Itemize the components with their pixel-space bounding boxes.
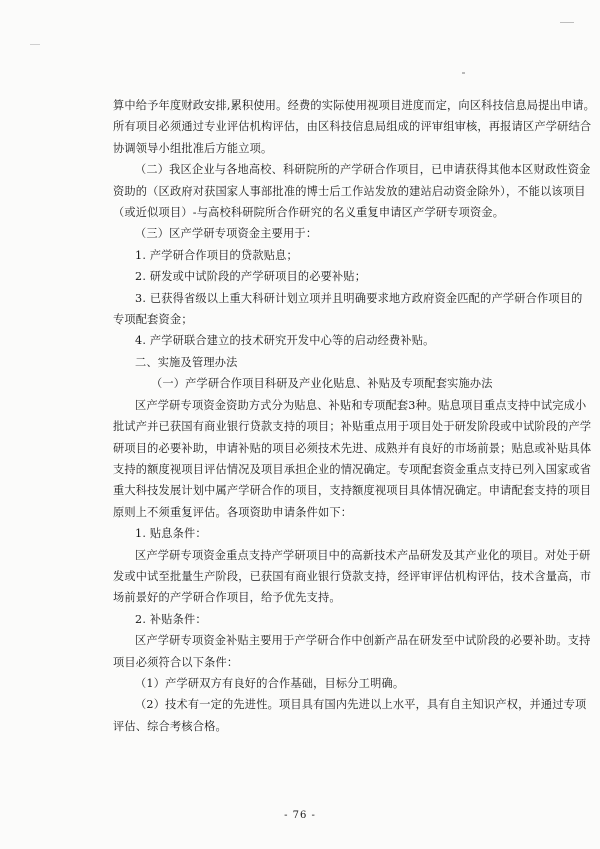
list-item: 3. 已获得省级以上重大科研计划立项并且明确要求地方政府资金匹配的产学研合作项目的 <box>135 291 583 305</box>
text-line: 原则上不须重复评估。各项资助申请条件如下： <box>113 505 353 519</box>
text-line: 重大科技发展计划中属产学研合作的项目，支持额度视项目具体情况确定。申请配套支持的项目 <box>113 484 592 498</box>
list-item: （2）技术有一定的先进性。项目具有国内先进以上水平，具有自主知识产权，并通过专项 <box>135 698 587 712</box>
list-item: 2. 研发或中试阶段的产学研项目的必要补贴； <box>135 270 367 284</box>
text-line: 支持的额度视项目评估情况及项目承担企业的情况确定。专项配套资金重点支持已列入国家或省 <box>113 462 592 476</box>
text-line: 批试产并已获国有商业银行贷款支持的项目；补贴重点用于项目处于研发阶段或中试阶段的产学 <box>113 420 592 434</box>
text-line: 专项配套资金； <box>113 313 193 327</box>
body-text <box>113 95 596 737</box>
subsection-heading: （一）产学研合作项目科研及产业化贴息、补贴及专项配套实施办法 <box>151 377 493 391</box>
text-line: 场前景好的产学研合作项目，给予优先支持。 <box>113 591 341 605</box>
chapter-heading: 二、实施及管理办法 <box>135 355 238 369</box>
text-line: 研项目的必要补助，申请补贴的项目必须技术先进、成熟并有良好的市场前景；贴息或补贴具体 <box>113 441 592 455</box>
section-heading-two: （二）我区企业与各地高校、科研院所的产学研合作项目，已申请获得其他本区财政性资金 <box>135 163 591 177</box>
text-line: 区产学研专项资金资助方式分为贴息、补贴和专项配套3种。贴息项目重点支持中试完成小 <box>135 398 587 412</box>
condition-heading: 1. 贴息条件： <box>135 527 207 541</box>
text-line: 区产学研专项资金重点支持产学研项目中的高新技术产品研发及其产业化的项目。对处于研 <box>135 548 591 562</box>
text-line: 评估、综合考核合格。 <box>113 719 227 733</box>
text-line: （或近似项目）-与高校科研院所合作研究的名义重复申请区产学研专项资金。 <box>113 206 505 220</box>
scan-artifact-top-left <box>30 44 40 45</box>
scan-artifact-margin-dot <box>462 72 465 74</box>
text-line: 区产学研专项资金补贴主要用于产学研合作中创新产品在研发至中试阶段的必要补助。支持 <box>135 634 591 648</box>
condition-heading: 2. 补贴条件： <box>135 612 207 626</box>
page-number: - 76 - <box>284 810 316 821</box>
list-item: （1）产学研双方有良好的合作基础，目标分工明确。 <box>135 676 405 690</box>
section-heading-three: （三）区产学研专项资金主要用于： <box>135 227 318 241</box>
text-line: 发或中试至批量生产阶段，已获国有商业银行贷款支持，经评审评估机构评估，技术含量高，市 <box>113 569 592 583</box>
text-line: 资助的（区政府对获国家人事部批准的博士后工作站发放的建站启动资金除外），不能以该项目 <box>113 184 586 198</box>
text-line: 协调领导小组批准后方能立项。 <box>113 141 273 155</box>
scan-artifact-top-right <box>560 22 574 23</box>
list-item: 4. 产学研联合建立的技术研究开发中心等的启动经费补贴。 <box>135 334 435 348</box>
list-item: 1. 产学研合作项目的贷款贴息； <box>135 248 298 262</box>
text-line: 项目必须符合以下条件： <box>113 655 239 669</box>
text-line: 算中给予年度财政安排,累积使用。经费的实际使用视项目进度而定，向区科技信息局提出申请。 <box>113 99 596 112</box>
text-line: 所有项目必须通过专业评估机构评估，由区科技信息局组成的评审组审核，再报请区产学研结合 <box>113 120 592 134</box>
